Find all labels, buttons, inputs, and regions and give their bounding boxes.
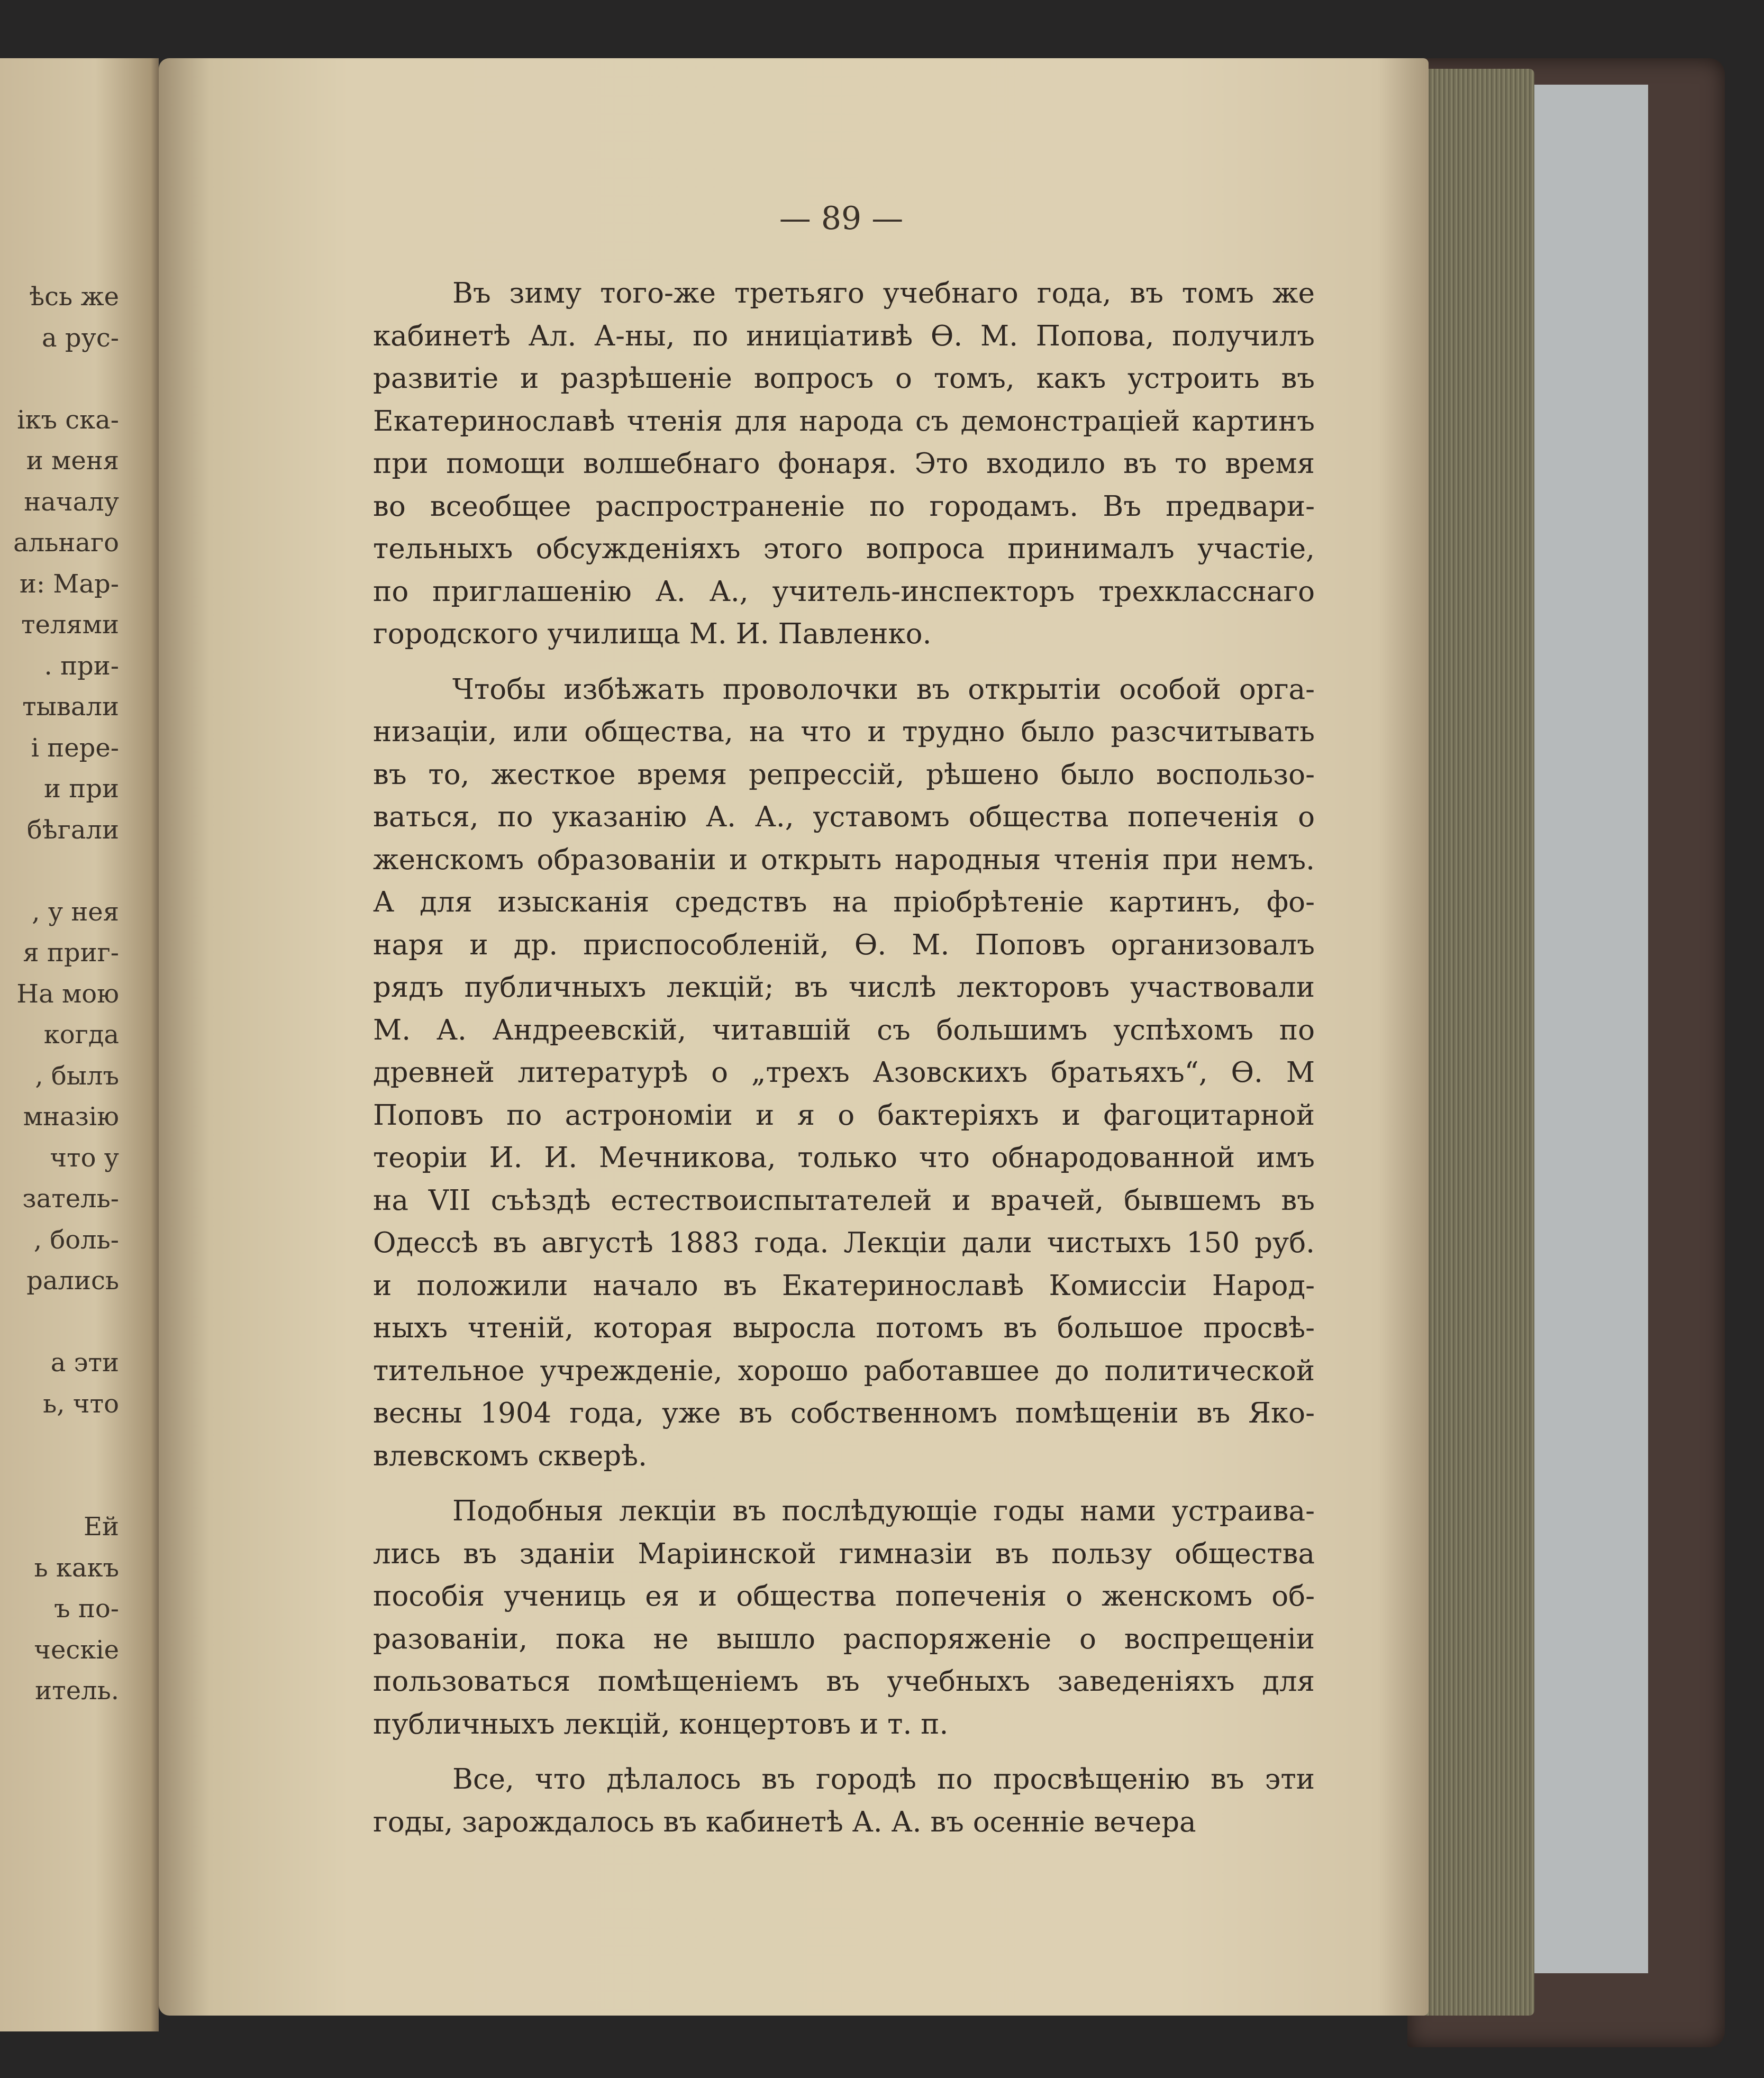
text-line: влевскомъ скверѣ.	[373, 1439, 647, 1472]
left-page-line	[0, 851, 119, 892]
text-line: при помощи волшебнаго фонаря. Это входило въ то время	[373, 448, 1315, 480]
paragraph-gap	[373, 1478, 1315, 1490]
left-page-line: и меня	[26, 446, 119, 476]
left-page-line: а эти	[50, 1348, 119, 1378]
text-line: древней литературѣ о „трехъ Азовскихъ братьяхъ“, Ѳ. М	[373, 1056, 1315, 1089]
left-page-line: и при	[44, 774, 119, 804]
text-line: городского училища М. И. Павленко.	[373, 618, 932, 650]
left-page-line: и: Мар-	[19, 569, 119, 599]
left-page-line: началу	[24, 487, 119, 517]
text-line: Поповъ по астрономіи и я о бактеріяхъ и фагоцитарной	[373, 1099, 1315, 1132]
left-page-line: тывали	[22, 692, 119, 722]
left-page-line: я приг-	[23, 938, 119, 968]
text-line: низаціи, или общества, на что и трудно было разсчитывать	[373, 716, 1315, 748]
left-page-line: Ей	[83, 1512, 119, 1542]
left-page-line	[0, 1425, 119, 1466]
text-line: Все, что дѣлалось въ городѣ по просвѣщенію въ эти	[452, 1763, 1315, 1796]
text-line: женскомъ образованіи и открыть народныя чтенія при немъ.	[373, 843, 1315, 876]
left-page-line	[0, 1302, 119, 1343]
text-line: весны 1904 года, уже въ собственномъ помѣщеніи въ Яко-	[373, 1397, 1315, 1429]
left-page-line: когда	[43, 1020, 119, 1050]
left-page-line: , боль-	[33, 1225, 119, 1255]
left-page-line: ъ по-	[54, 1594, 119, 1624]
paragraph	[373, 1490, 1315, 1746]
left-page-line: ь, что	[43, 1389, 119, 1419]
paragraph	[373, 669, 1315, 1478]
page-number: — 89 —	[779, 200, 904, 237]
text-line: М. А. Андреевскій, читавшій съ большимъ успѣхомъ по	[373, 1014, 1315, 1046]
left-page-line: затель-	[22, 1184, 119, 1214]
left-page-line: , былъ	[35, 1061, 119, 1091]
text-line: тельныхъ обсужденіяхъ этого вопроса принималъ участіе,	[373, 533, 1315, 565]
left-page	[0, 58, 159, 2031]
text-line: пособія учениць ея и общества попеченія о женскомъ об-	[373, 1580, 1315, 1612]
left-page-line: рались	[26, 1266, 119, 1296]
left-page-line: итель.	[35, 1676, 119, 1706]
left-page-line: ікъ ска-	[17, 405, 119, 435]
left-page-line: мназію	[23, 1102, 119, 1132]
flyleaf	[1529, 85, 1648, 1973]
text-line: Подобныя лекціи въ послѣдующіе годы нами устраива-	[452, 1495, 1315, 1527]
text-line: въ то, жесткое время репрессій, рѣшено было воспользо-	[373, 758, 1315, 791]
text-line: развитіе и разрѣшеніе вопросъ о томъ, какъ устроить въ	[373, 362, 1315, 395]
paragraph	[373, 272, 1315, 656]
left-page-line: , у нея	[32, 897, 119, 927]
paragraph-gap	[373, 1746, 1315, 1758]
text-line: рядъ публичныхъ лекцій; въ числѣ лекторовъ участвовали	[373, 971, 1315, 1004]
text-line: годы, зарождалось въ кабинетѣ А. А. въ осенніе вечера	[373, 1806, 1196, 1838]
left-page-line: что у	[50, 1143, 119, 1173]
text-line: ваться, по указанію А. А., уставомъ общества попеченія о	[373, 801, 1315, 833]
right-page	[159, 58, 1429, 2016]
text-line: ныхъ чтеній, которая выросла потомъ въ большое просвѣ-	[373, 1312, 1315, 1344]
left-page-line: ѣсь же	[29, 282, 119, 312]
text-line: теоріи И. И. Мечникова, только что обнародованной имъ	[373, 1142, 1315, 1174]
text-line: наря и др. приспособленій, Ѳ. М. Поповъ организовалъ	[373, 928, 1315, 961]
left-page-line: ь какъ	[34, 1553, 119, 1583]
text-line: А для изысканія средствъ на пріобрѣтеніе картинъ, фо-	[373, 886, 1315, 918]
text-line: на VII съѣздѣ естествоиспытателей и врачей, бывшемъ въ	[373, 1184, 1315, 1217]
text-line: во всеобщее распространеніе по городамъ. Въ предвари-	[373, 490, 1315, 523]
left-page-line: телями	[21, 610, 119, 640]
paragraph-gap	[373, 656, 1315, 669]
left-page-line: ческіе	[34, 1635, 119, 1665]
text-line: и положили начало въ Екатеринославѣ Комиссіи Народ-	[373, 1269, 1315, 1302]
text-line: публичныхъ лекцій, концертовъ и т. п.	[373, 1708, 949, 1740]
paragraph	[373, 1758, 1315, 1844]
text-line: Въ зиму того-же третьяго учебнаго года, въ томъ же	[452, 277, 1315, 309]
left-page-line: На мою	[16, 979, 119, 1009]
left-page-line	[0, 359, 119, 400]
left-page-line: а рус-	[42, 323, 119, 353]
page-body	[373, 272, 1315, 1844]
text-line: по приглашенію А. А., учитель-инспекторъ трехкласснаго	[373, 575, 1315, 608]
text-line: тительное учрежденіе, хорошо работавшее до политической	[373, 1354, 1315, 1387]
left-page-line: альнаго	[13, 528, 119, 558]
left-page-line: бѣгали	[26, 815, 119, 845]
text-line: пользоваться помѣщеніемъ въ учебныхъ заведеніяхъ для	[373, 1665, 1315, 1698]
text-line: Екатеринославѣ чтенія для народа съ демонстраціей картинъ	[373, 405, 1315, 438]
text-line: Одессѣ въ августѣ 1883 года. Лекціи дали чистыхъ 150 руб.	[373, 1227, 1315, 1259]
left-page-line	[0, 1466, 119, 1507]
left-page-text	[0, 277, 119, 1712]
text-line: лись въ зданіи Маріинской гимназіи въ пользу общества	[373, 1537, 1315, 1570]
left-page-line: і пере-	[31, 733, 119, 763]
text-line: Чтобы избѣжать проволочки въ открытіи особой орга-	[452, 673, 1315, 706]
text-line: разованіи, пока не вышло распоряженіе о воспрещеніи	[373, 1623, 1315, 1655]
text-line: кабинетѣ Ал. А-ны, по иниціативѣ Ѳ. М. Попова, получилъ	[373, 320, 1315, 352]
left-page-line: . при-	[44, 651, 119, 681]
